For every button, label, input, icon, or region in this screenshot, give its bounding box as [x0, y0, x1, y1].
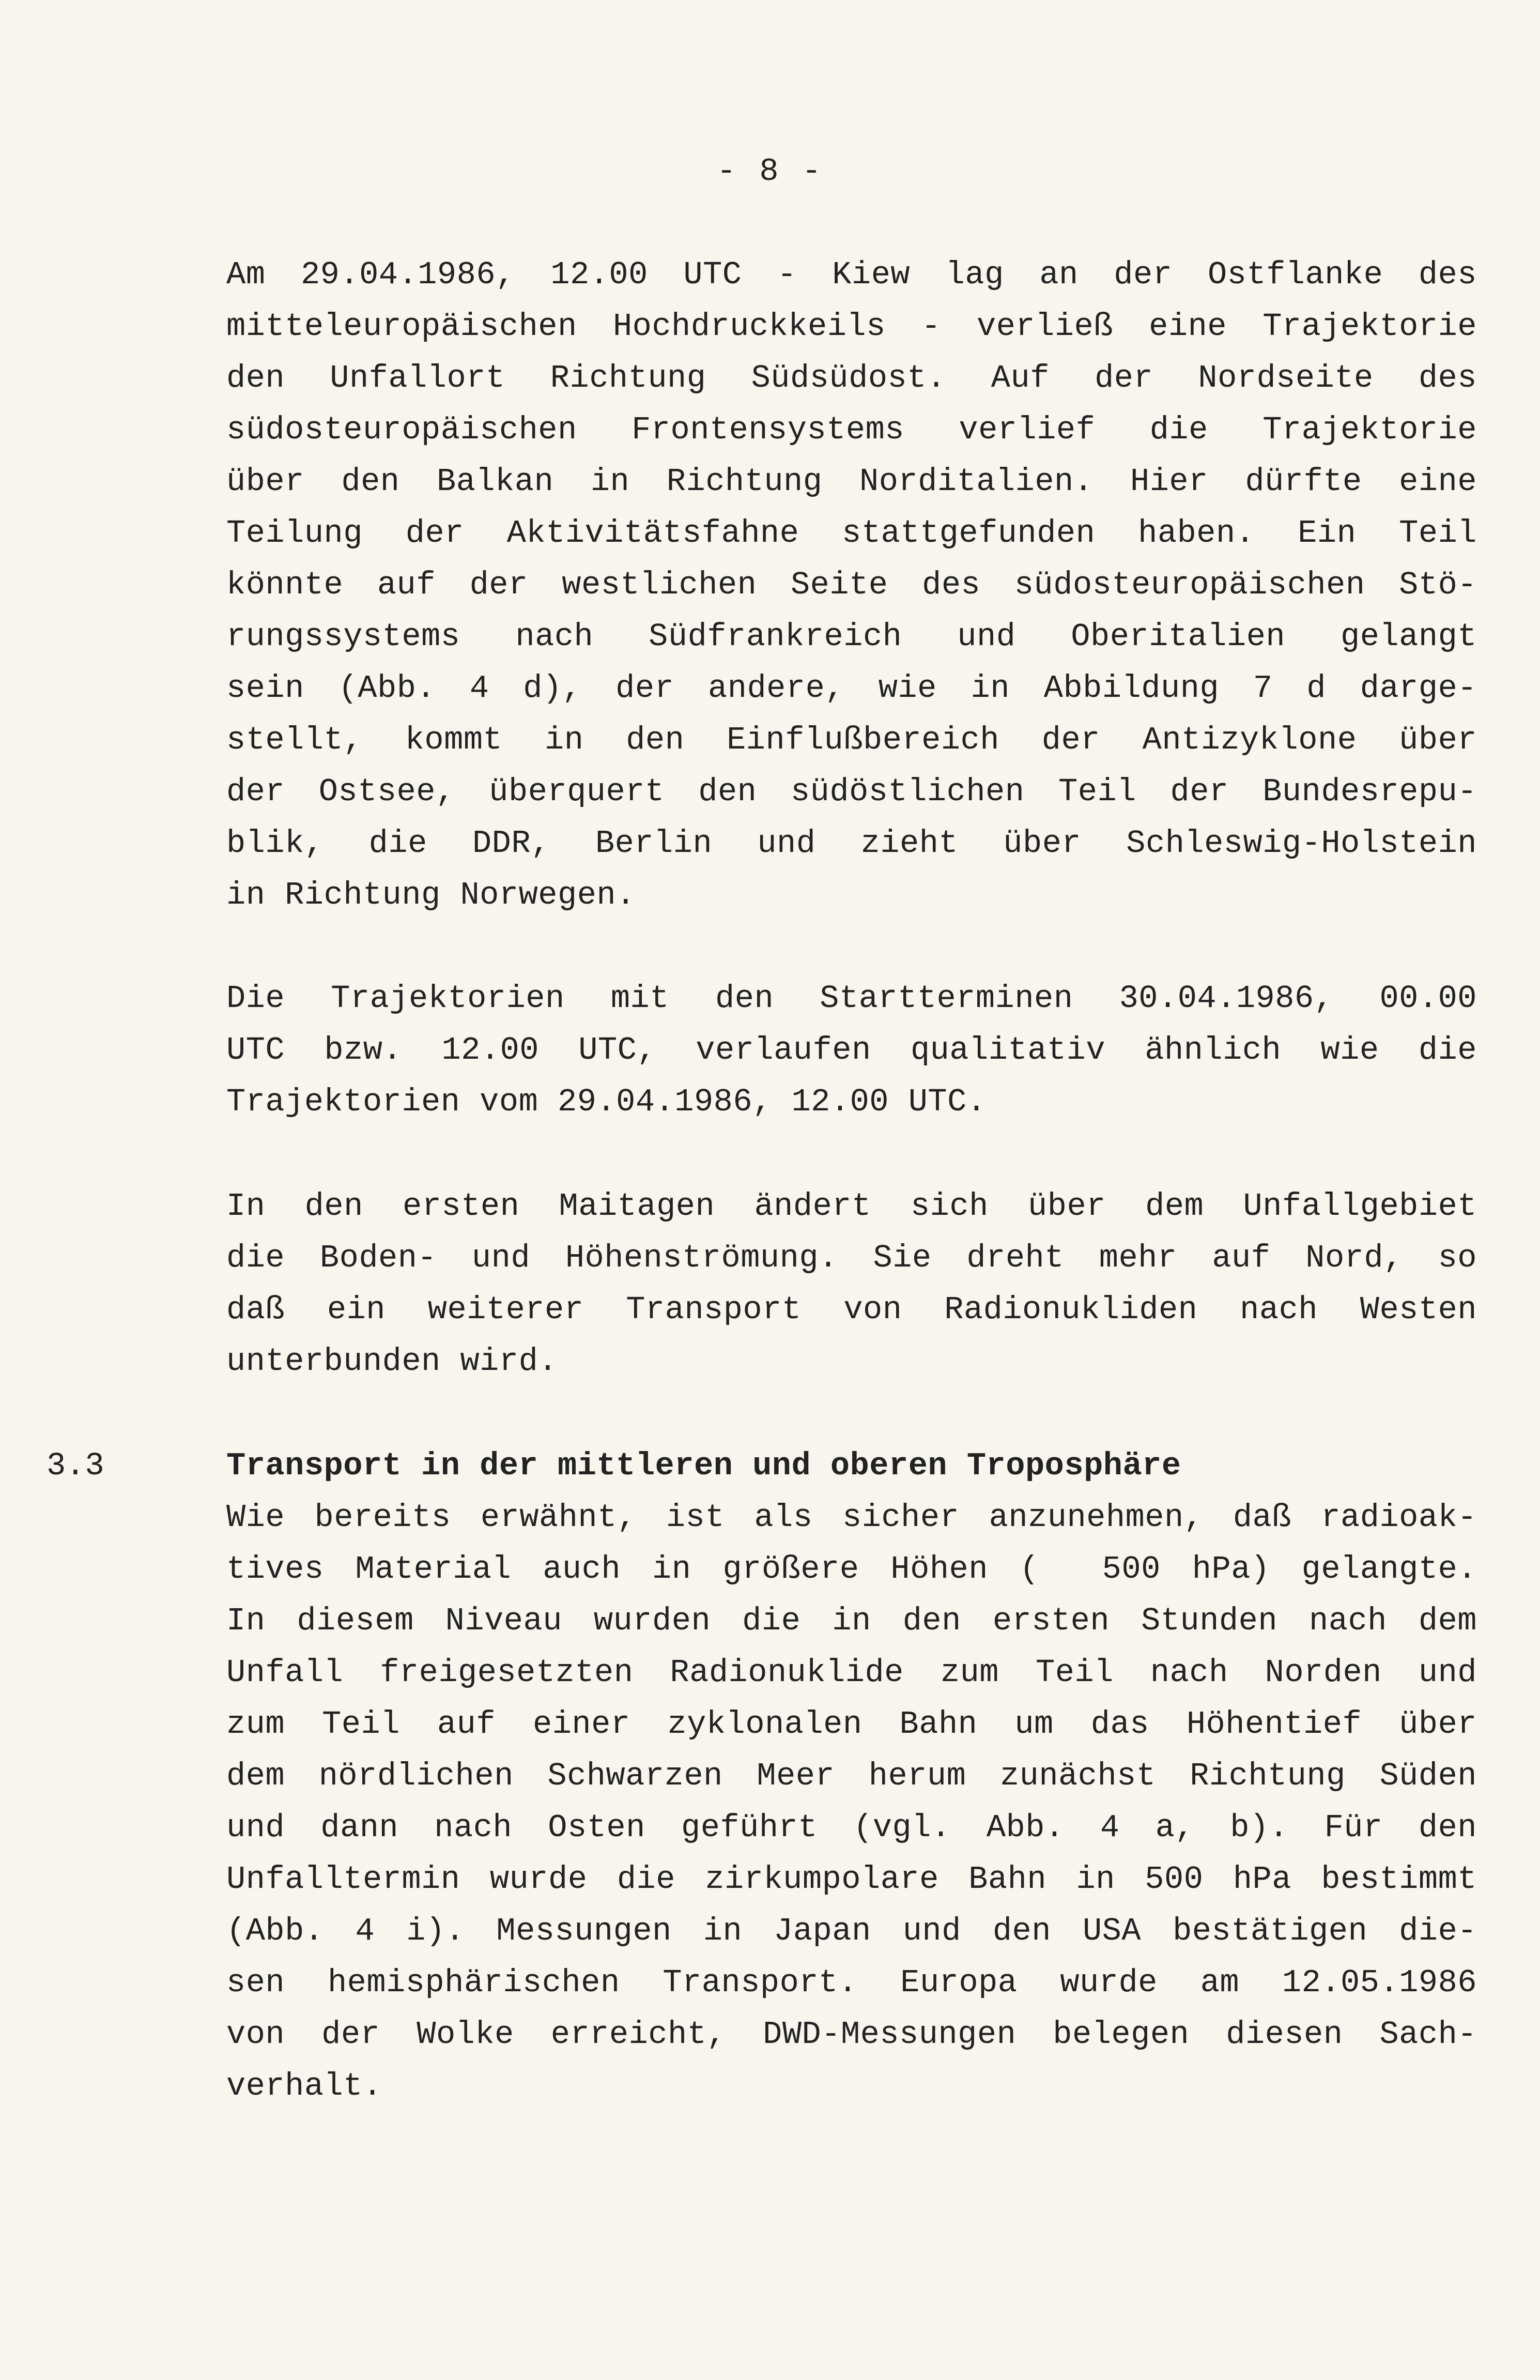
section-heading: Transport in der mittleren und oberen Troposphäre — [226, 1447, 1181, 1484]
section-3-3 — [226, 1440, 1477, 2112]
text-line: mitteleuropäischen Hochdruckkeils - verließ eine Trajektorie — [226, 308, 1477, 345]
text-line: stellt, kommt in den Einflußbereich der Antizyklone über — [226, 722, 1477, 758]
paragraph-1 — [226, 249, 1477, 921]
text-line: Die Trajektorien mit den Startterminen 30.04.1986, 00.00 — [226, 980, 1477, 1017]
text-line: daß ein weiterer Transport von Radionukliden nach Westen — [226, 1291, 1477, 1328]
text-line: tives Material auch in größere Höhen ( 500 hPa) gelangte. — [226, 1551, 1477, 1588]
text-line: in Richtung Norwegen. — [226, 877, 636, 913]
text-line: von der Wolke erreicht, DWD-Messungen belegen diesen Sach- — [226, 2016, 1477, 2053]
text-line: Trajektorien vom 29.04.1986, 12.00 UTC. — [226, 1084, 987, 1120]
text-line: dem nördlichen Schwarzen Meer herum zunächst Richtung Süden — [226, 1758, 1477, 1794]
text-line: könnte auf der westlichen Seite des südosteuropäischen Stö- — [226, 567, 1477, 603]
text-line: UTC bzw. 12.00 UTC, verlaufen qualitativ ähnlich wie die — [226, 1032, 1477, 1069]
text-line: sein (Abb. 4 d), der andere, wie in Abbildung 7 d darge- — [226, 670, 1477, 707]
text-line: rungssystems nach Südfrankreich und Oberitalien gelangt — [226, 618, 1477, 655]
text-line: In den ersten Maitagen ändert sich über dem Unfallgebiet — [226, 1188, 1477, 1225]
text-line: Teilung der Aktivitätsfahne stattgefunden haben. Ein Teil — [226, 515, 1477, 552]
text-line: zum Teil auf einer zyklonalen Bahn um das Höhentief über — [226, 1706, 1477, 1743]
text-line: der Ostsee, überquert den südöstlichen Teil der Bundesrepu- — [226, 773, 1477, 810]
text-line: In diesem Niveau wurden die in den ersten Stunden nach dem — [226, 1603, 1477, 1639]
paragraph-3 — [226, 1181, 1477, 1387]
text-line: und dann nach Osten geführt (vgl. Abb. 4 a, b). Für den — [226, 1809, 1477, 1846]
text-line: unterbunden wird. — [226, 1343, 558, 1380]
text-line: verhalt. — [226, 2068, 382, 2104]
text-line: den Unfallort Richtung Südsüdost. Auf der Nordseite des — [226, 360, 1477, 396]
text-line: über den Balkan in Richtung Norditalien. Hier dürfte eine — [226, 463, 1477, 500]
page-number: - 8 - — [716, 153, 824, 190]
text-line: die Boden- und Höhenströmung. Sie dreht mehr auf Nord, so — [226, 1240, 1477, 1276]
text-line: Unfall freigesetzten Radionuklide zum Teil nach Norden und — [226, 1654, 1477, 1691]
section-number: 3.3 — [47, 1447, 104, 1484]
text-line: Am 29.04.1986, 12.00 UTC - Kiew lag an der Ostflanke des — [226, 256, 1477, 293]
text-line: (Abb. 4 i). Messungen in Japan und den USA bestätigen die- — [226, 1913, 1477, 1949]
text-line: Wie bereits erwähnt, ist als sicher anzunehmen, daß radioak- — [226, 1499, 1477, 1536]
paragraph-2 — [226, 973, 1477, 1128]
text-line: Unfalltermin wurde die zirkumpolare Bahn in 500 hPa bestimmt — [226, 1861, 1477, 1898]
text-line: sen hemisphärischen Transport. Europa wurde am 12.05.1986 — [226, 1964, 1477, 2001]
text-line: südosteuropäischen Frontensystems verlief die Trajektorie — [226, 411, 1477, 448]
text-line: blik, die DDR, Berlin und zieht über Schleswig-Holstein — [226, 825, 1477, 862]
